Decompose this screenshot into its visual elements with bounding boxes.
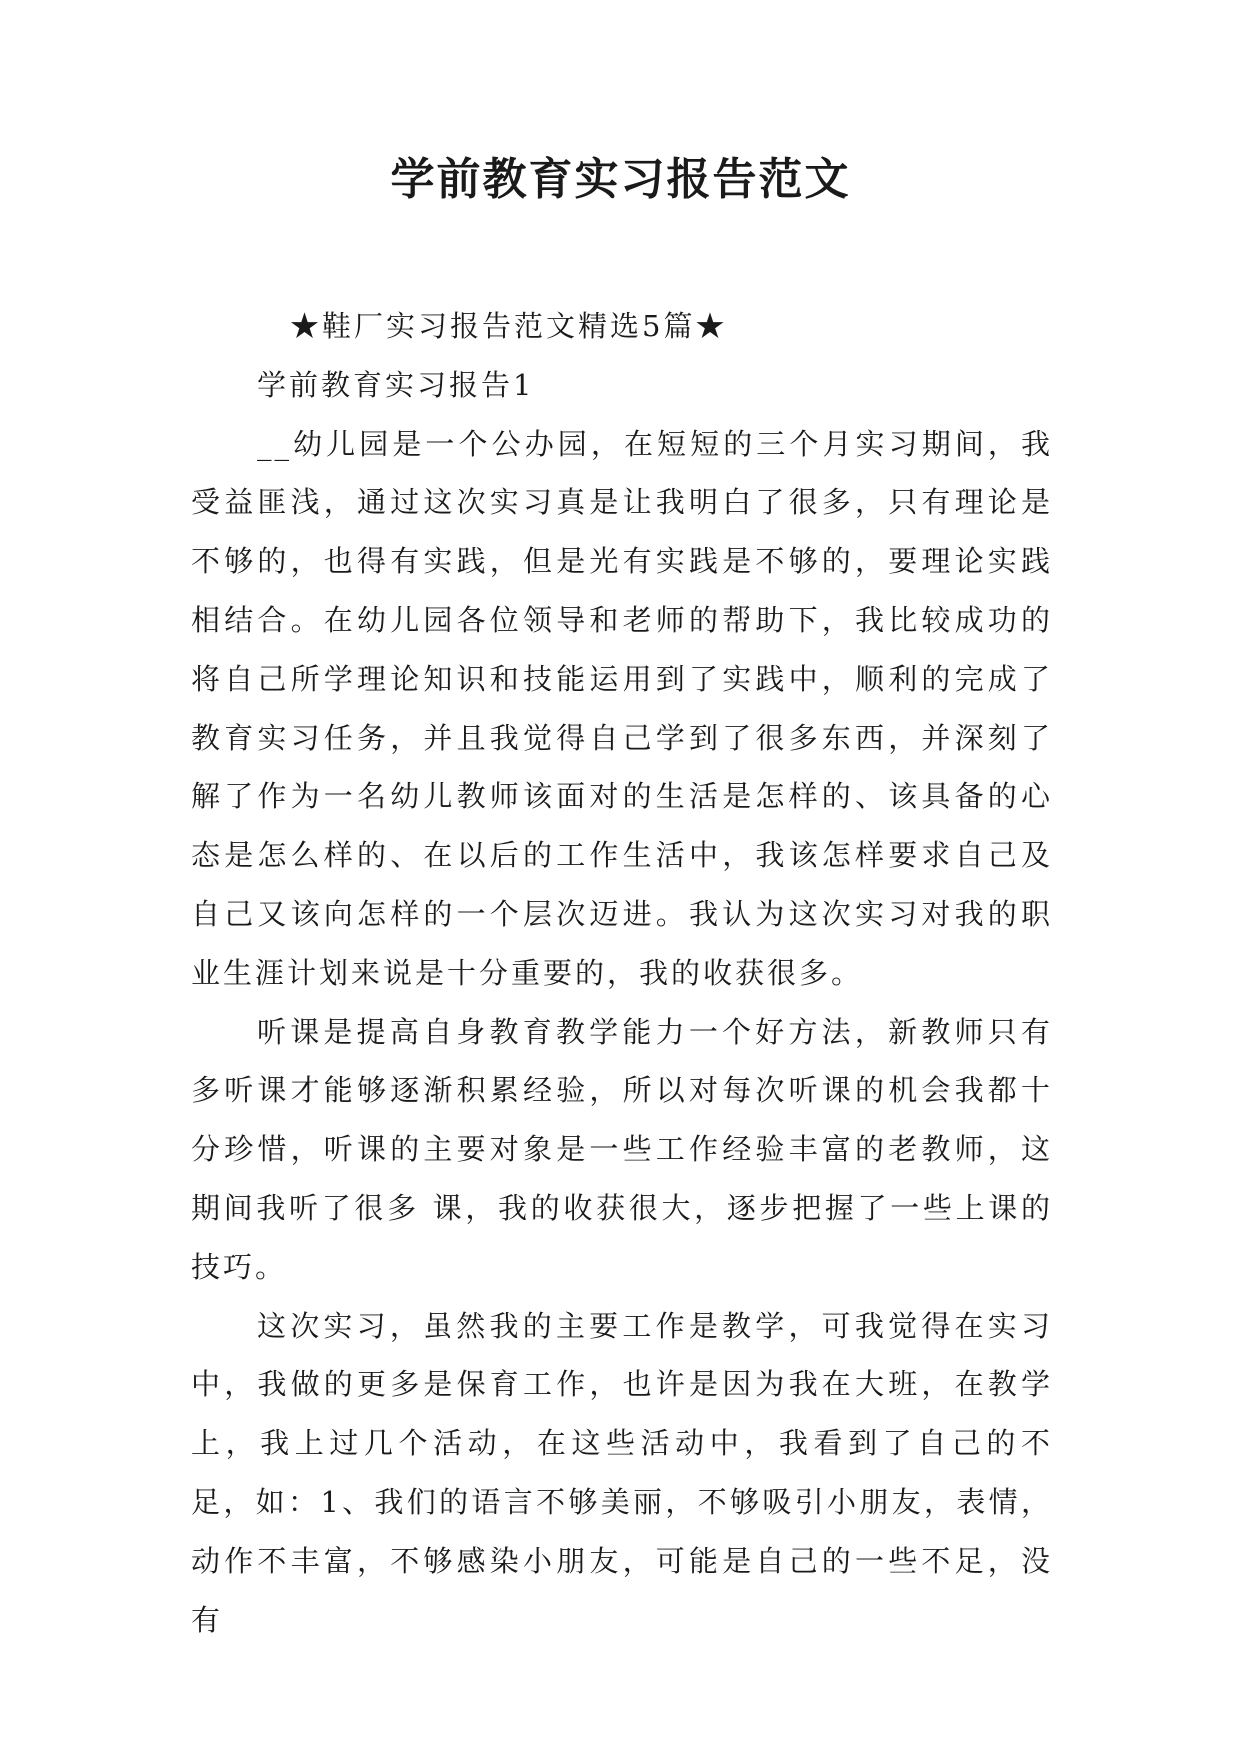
document-body <box>191 297 1053 1649</box>
paragraph: __幼儿园是一个公办园，在短短的三个月实习期间，我受益匪浅，通过这次实习真是让我明白了很多，只有理论是不够的，也得有实践，但是光有实践是不够的，要理论实践相结合。在幼儿园各位领导和老师的帮助下，我比较成功的将自己所学理论知识和技能运用到了实践中，顺利的完成了教育实习任务，并且我觉得自己学到了很多东西，并深刻了解了作为一名幼儿教师该面对的生活是怎样的、该具备的心态是怎么样的、在以后的工作生活中，我该怎样要求自己及自己又该向怎样的一个层次迈进。我认为这次实习对我的职业生涯计划来说是十分重要的，我的收获很多。 <box>191 426 1053 990</box>
document-title: 学前教育实习报告范文 <box>390 154 851 205</box>
paragraph-subtitle: ★鞋厂实习报告范文精选5篇★ <box>290 309 728 343</box>
paragraph: 听课是提高自身教育教学能力一个好方法，新教师只有多听课才能够逐渐积累经验，所以对每次听课的机会我都十分珍惜，听课的主要对象是一些工作经验丰富的老教师，这期间我听了很多 课，我的收获很大，逐步把握了一些上课的技巧。 <box>191 1014 1053 1284</box>
paragraph-section-heading: 学前教育实习报告1 <box>257 367 535 402</box>
paragraph: 这次实习，虽然我的主要工作是教学，可我觉得在实习中，我做的更多是保育工作，也许是因为我在大班，在教学上，我上过几个活动，在这些活动中，我看到了自己的不足，如：1、我们的语言不够美丽，不够吸引小朋友，表情，动作不丰富，不够感染小朋友，可能是自己的一些不足，没有 <box>191 1308 1053 1637</box>
